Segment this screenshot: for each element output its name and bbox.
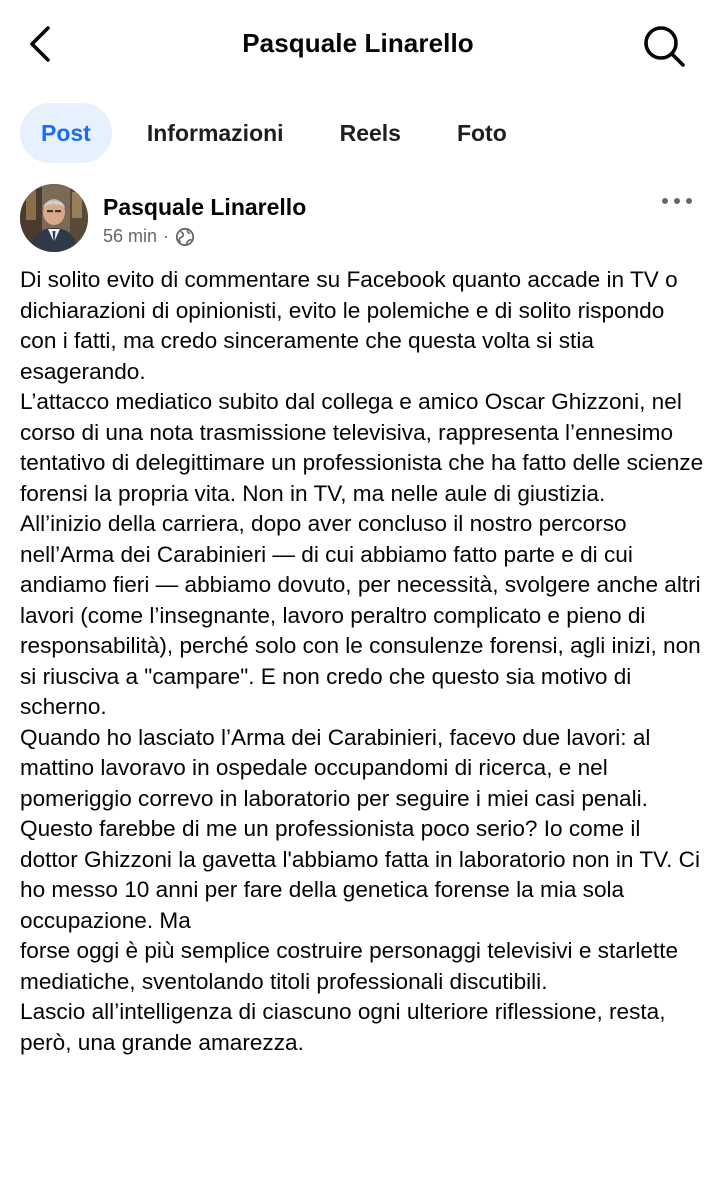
post-paragraph: forse oggi è più semplice costruire personaggi televisivi e starlette mediatiche, sventolando titoli professionali discutibili. [20, 938, 679, 994]
avatar-photo [20, 184, 88, 252]
post-author-name[interactable]: Pasquale Linarello [103, 194, 307, 220]
search-icon [640, 22, 688, 70]
post-text [20, 265, 704, 1058]
post-meta [103, 226, 195, 247]
tab-informazioni[interactable]: Informazioni [146, 119, 284, 146]
post-paragraph: Lascio all’intelligenza di ciascuno ogni ulteriore riflessione, resta, però, una grande amarezza. [20, 999, 666, 1055]
profile-tabs [20, 102, 542, 164]
search-button[interactable] [640, 22, 688, 70]
globe-icon [175, 227, 195, 247]
post-paragraph: L’attacco mediatico subito dal collega e amico Oscar Ghizzoni, nel corso di una nota trasmissione televisiva, rappresenta l’ennesimo tentativo di delegittimare un professionista che ha fatto delle scienze forensi la propria vita. Non in TV, ma nelle aule di giustizia. [20, 389, 704, 506]
post-timestamp[interactable]: 56 min [103, 226, 158, 246]
tab-post[interactable]: Post [20, 103, 112, 163]
tab-foto[interactable]: Foto [456, 119, 507, 146]
post-header [20, 184, 700, 256]
more-horizontal-icon [660, 190, 694, 212]
post-paragraph: Di solito evito di commentare su Facebook quanto accade in TV o dichiarazioni di opinionisti, evito le polemiche e di solito rispondo con i fatti, ma credo sinceramente che questa volta si stia esagerando. [20, 267, 678, 384]
post-options-button[interactable] [660, 190, 694, 212]
tab-reels[interactable]: Reels [339, 119, 401, 146]
post-paragraph: Quando ho lasciato l’Arma dei Carabinieri, facevo due lavori: al mattino lavoravo in ospedale occupandomi di ricerca, e nel pomeriggio correvo in laboratorio per seguire i miei casi penali. Questo farebbe di me un professionista poco serio? Io come il dottor Ghizzoni la gavetta l'abbiamo fatta in laboratorio non in TV. Ci ho messo 10 anni per fare della genetica forense la mia sola occupazione. Ma [20, 724, 701, 933]
page-title: Pasquale Linarello [242, 28, 474, 58]
top-bar [0, 0, 716, 92]
meta-separator: · [163, 226, 170, 246]
avatar[interactable] [20, 184, 88, 252]
post-paragraph: All’inizio della carriera, dopo aver concluso il nostro percorso nell’Arma dei Carabinieri — di cui abbiamo fatto parte e di cui andiamo fieri — abbiamo dovuto, per necessità, svolgere anche altri lavori (come l’insegnante, lavoro peraltro complicato e pieno di responsabilità), perché solo con le consulenze forensi, agli inizi, non si riusciva a "campare". E non credo che questo sia motivo di scherno. [20, 511, 701, 719]
